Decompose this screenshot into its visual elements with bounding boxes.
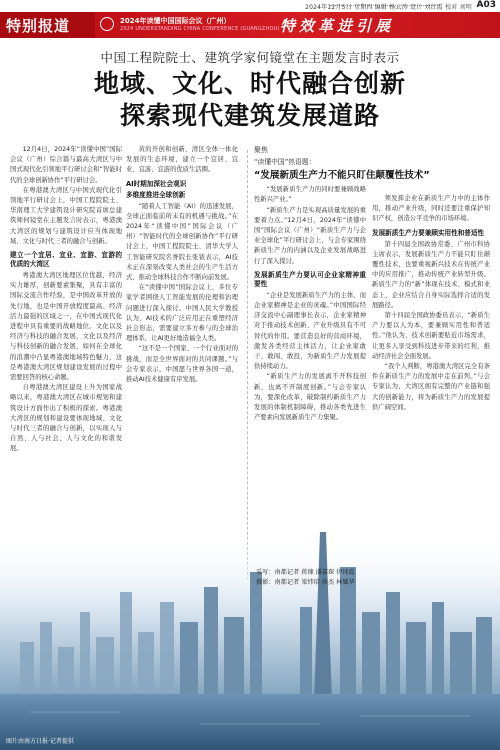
article-column-2 [126,145,238,385]
paragraph: 第十四届全国政协委员表示，“新质生产力要以人为本，要兼顾实用性和普适性。”他认为，技术创新要贴近市场需求，让更多人享受到科技进步带来的红利，推动经济社会全面发展。 [372,312,490,360]
banner-slogan: 特效革进引展 [280,17,395,35]
paragraph: 在粤港澳大湾区与中国式现代化引领地平行研讨会上，中国工程院院士、华南理工大学建筑设计研究院首席总建筑师何镜堂在主题发言时表示，粤港澳大湾区的规划与建筑设计应当体现地域、文化与时代三者的融合与创新。 [10,186,122,245]
paragraph: “新质生产力的发展离不开科技创新，也离不开制度创新。”与会专家认为，要深化改革，破除制约新质生产力发展的体制机制障碍，推动各类先进生产要素向发展新质生产力集聚。 [254,373,366,422]
article-headline-line1: 地域、文化、时代融合创新 [93,69,406,98]
masthead-bar [0,0,500,12]
subheading: 发展新质生产力要兼顾实用性和普适性 [372,228,485,237]
event-title: 2024年读懂中国国际会议（广州） [120,17,231,25]
section-title: 特别报道 [6,17,71,35]
paragraph: 须发挥企业在新质生产力中的主体作用，推动产业升级，同时还要注重保护知识产权，创造公平竞争的市场环境。 [372,195,490,223]
article-column-1 [10,145,122,455]
focus-headline: “发展新质生产力不能只盯住颠覆性技术” [254,170,430,182]
paragraph: “我个人判断，粤港澳大湾区完全有条件在新质生产力的发展中走在前列。”与会专家认为，大湾区拥有完整的产业链和强大的创新能力，将为新质生产力的发展提供广阔空间。 [372,363,490,411]
subheading: 发展新质生产力要认可企业家精神重要性 [254,270,366,288]
article-kicker: 中国工程院院士、建筑学家何镜堂在主题发言时表示 [100,50,400,65]
page-code: A03 [476,0,496,10]
subheading: 建立一个宜居、宜业、宜游、宜游的优质的大湾区 [10,251,122,269]
paragraph: “企业是发展新质生产力的主体，而企业家精神是企业的灵魂。”中国国际经济交流中心副理事长表示，企业家精神对于推动技术创新、产业升级具有不可替代的作用。要营造良好的营商环境，激发各类经营主体活力，让企业家敢干、敢闯、敢投，为新质生产力发展提供持续动力。 [254,291,366,371]
article-headline-line2: 探索现代建筑发展道路 [119,101,380,130]
credits-writers: 采写：南都记者 蒋臻 潘嘉琛 伊纯霞 [256,569,355,576]
paragraph: 粤港澳大湾区地理区位优越，经济实力雄厚，创新要素集聚，具有丰富的国际交流合作经验，是中国改革开放的先行地，也是中国开放程度最高、经济活力最强的区域之一，在中国式现代化进程中具有重要的战略地位。文化以及经济与科技的融合发展，文化以及经济与科技创新的融合发展，如何在全球化的浪潮中凸显粤港澳地域特色魅力，这是粤港澳大湾区规划建设发展的过程中需要回答的核心命题。 [10,272,122,382]
article-column-4 [372,194,490,413]
paragraph: 12月4日，2024年“读懂中国”国际会议（广州）综合篇与最高大湾区与中国式现代化引领地平行研讨会和“智能时代的全球创新协作”平行研讨会。 [10,146,122,184]
skyline-illustration [0,472,500,750]
paragraph: 自粤港澳大湾区建设上升为国家战略以来，粤港澳大湾区在城市规划和建筑设计方面作出了积极的探索。粤港澳大湾区的规划和建设要体现地域、文化与时代三者的融合与创新，以实现人与自然、人与社会、人与文化的和谐发展。 [10,384,122,453]
paragraph: “随着人工智能（AI）的迅速发展，全球正面临前所未有的机遇与挑战。”在2024年“读懂中国”国际会议（广州）“智能时代的全球创新协作”平行研讨会上，中国工程院院士、清华大学人工智能研究院名誉院长张钹表示，AI技术正在深刻改变人类社会的生产生活方式，推动全球科技合作不断向前发展。 [126,202,238,282]
city-skyline-photo [0,472,500,750]
paragraph: “这不是一个国家、一个行业面对的挑战，而是全世界面对的共同课题。”与会专家表示，中国愿与世界各国一道，推动AI技术健康有序发展。 [126,345,238,384]
focus-label: 聚焦 [254,146,268,154]
event-subtitle: 2024 UNDERSTANDING CHINA CONFERENCE (GUANGZHOU) [120,26,280,32]
issue-meta: 2024年12月5日 星期四 编辑 杨云涛 设计 刘红霞 校对 刘明 [305,4,472,11]
focus-subtitle: “读懂中国”热语题： [254,158,316,166]
paragraph: “新质生产力是实现高质量发展的重要着力点。”12月4日，2024年“读懂中国”国际会议（广州）“新质生产力与企业全球化”平行研讨会上，与会专家围绕新质生产力的内涵以及企业发展战略进行了深入探讨。 [254,206,366,265]
section-banner [0,12,500,38]
conference-logo-icon [100,17,114,31]
credits-photographers: 摄影：南都记者 梁炜培 徐杰 林耀华 [256,579,355,586]
subheading: 多维度推进全球创新 [126,190,186,199]
subheading: AI时期加深社会观识 [126,179,187,188]
paragraph: “发展新质生产力的同时要兼顾战略性新兴产业。” [254,186,366,204]
paragraph: 在“读懂中国”国际会议上，多位专家学者围绕人工智能发展的伦理和治理问题进行深入探讨。中国人民大学教授认为，AI技术的广泛应用正在重塑经济社会形态，需要建立多方参与的全球治理体系，让AI更好地造福全人类。 [126,284,238,343]
paragraph: 第十四届全国政协常委、广州市科协主席表示，发展新质生产力不能只盯住颠覆性技术，也要重视新兴技术在传统产业中的应用推广，推动传统产业转型升级。新质生产力的“新”体现在技术、模式和业态上，企业应结合自身实际选择合适的发展路径。 [372,240,490,309]
photo-caption: 图片由南方日报·记者提供 [6,738,74,745]
paragraph: 黄的开创和创新，湾区全体一体化发展的生态环境，建立一个宜居、宜业、宜游、宜游的优质生活圈。 [126,146,238,174]
article-credits [256,568,355,588]
